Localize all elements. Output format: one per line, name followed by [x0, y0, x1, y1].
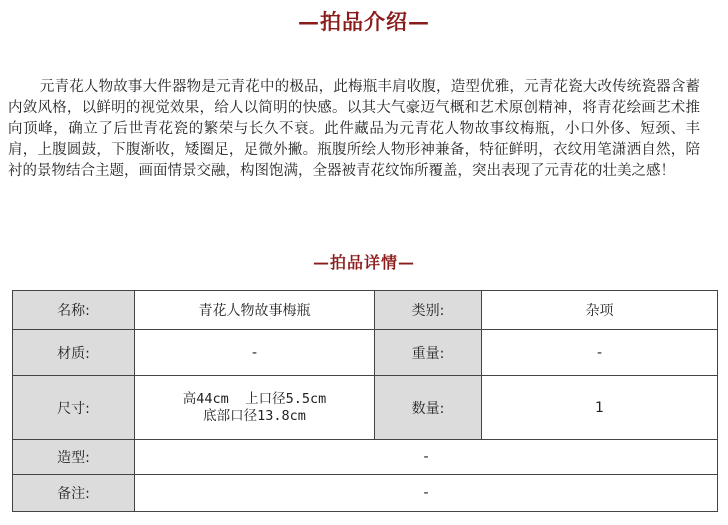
quantity-value: 1 [482, 376, 718, 440]
category-value: 杂项 [482, 291, 718, 330]
quantity-label: 数量: [375, 376, 482, 440]
material-value: - [135, 330, 375, 376]
remark-value: - [135, 475, 718, 512]
size-value [135, 376, 375, 440]
table-row [13, 475, 718, 512]
shape-label: 造型: [13, 440, 135, 475]
name-label: 名称: [13, 291, 135, 330]
table-row [13, 376, 718, 440]
table-row [13, 330, 718, 376]
category-label: 类别: [375, 291, 482, 330]
size-label: 尺寸: [13, 376, 135, 440]
details-section-title: —拍品详情— [312, 253, 415, 272]
size-value-line1: 高44cm 上口径5.5cm [182, 390, 327, 407]
table-row [13, 291, 718, 330]
table-row [13, 440, 718, 475]
name-value: 青花人物故事梅瓶 [135, 291, 375, 330]
shape-value: - [135, 440, 718, 475]
intro-section-title: —拍品介绍— [298, 9, 430, 34]
weight-label: 重量: [375, 330, 482, 376]
material-label: 材质: [13, 330, 135, 376]
details-table [12, 290, 718, 512]
weight-value: - [482, 330, 718, 376]
intro-paragraph: 元青花人物故事大件器物是元青花中的极品，此梅瓶丰肩收腹，造型优雅，元青花瓷大改传统瓷器含蓄内敛风格，以鲜明的视觉效果，给人以简明的快感。以其大气豪迈气概和艺术原创精神，将青花绘画艺术推向顶峰，确立了后世青花瓷的繁荣与长久不衰。此件藏品为元青花人物故事纹梅瓶，小口外侈、短颈、丰肩，上腹圆鼓，下腹渐收，矮圈足，足微外撇。瓶腹所绘人物形神兼备，特征鲜明，衣纹用笔潇洒自然，陪衬的景物结合主题，画面情景交融，构图饱满，全器被青花纹饰所覆盖，突出表现了元青花的壮美之感！ [8, 79, 700, 179]
size-value-line2: 底部口径13.8cm [203, 407, 306, 424]
remark-label: 备注: [13, 475, 135, 512]
